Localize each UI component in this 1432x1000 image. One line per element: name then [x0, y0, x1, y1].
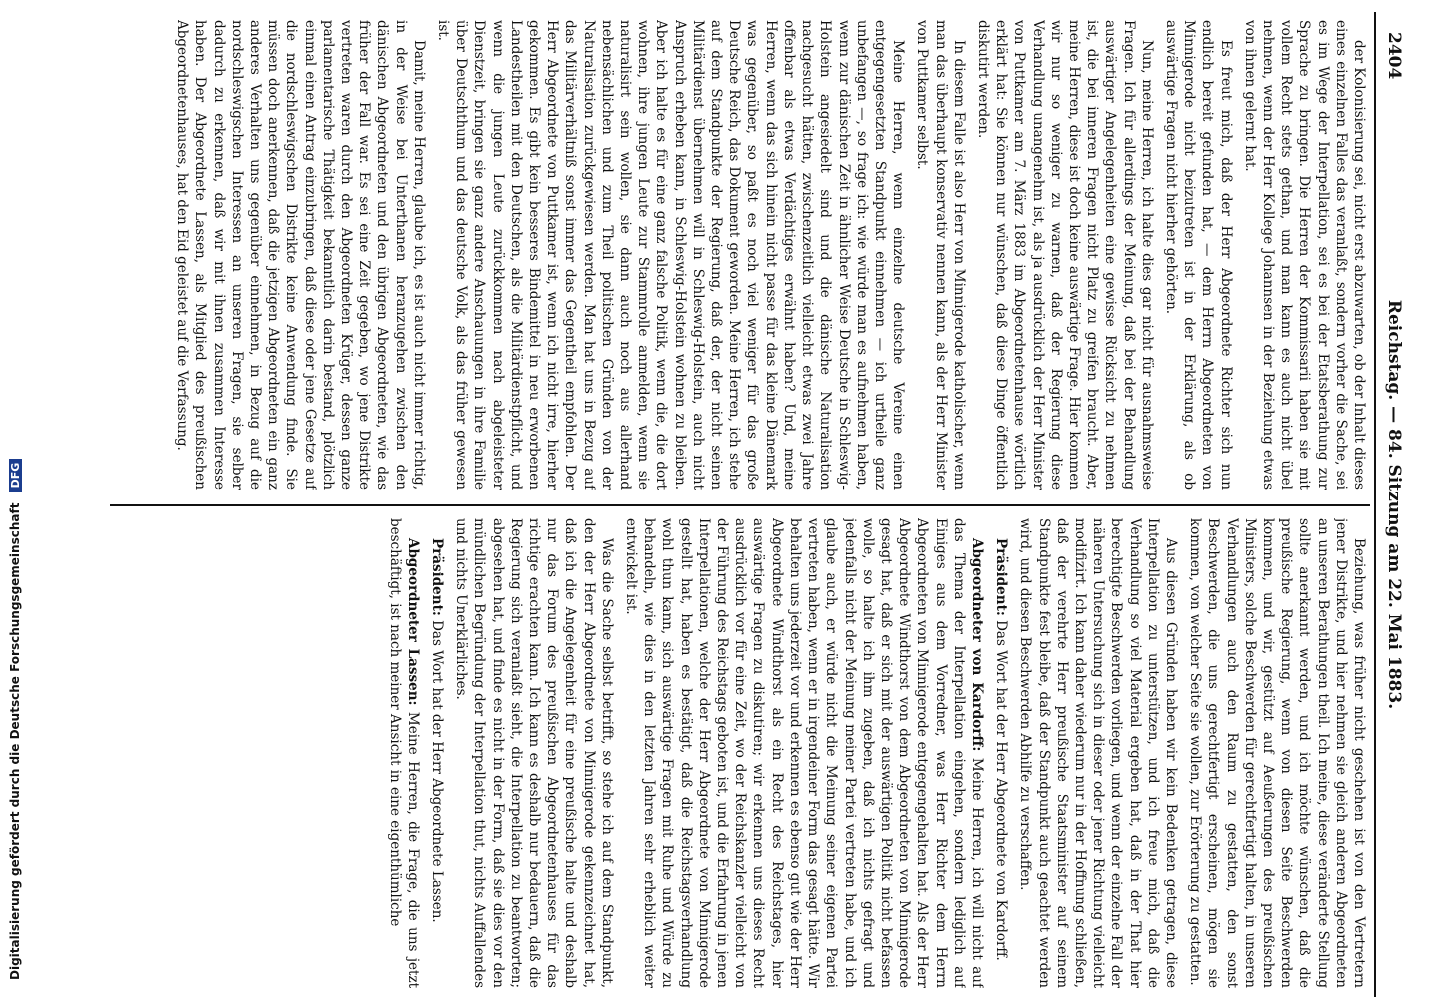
paragraph: In diesem Falle ist also Herr von Minnigerode katholischer, wenn man das überhaupt konservativ nennen kann, als der Herr Minister von Puttkamer selbst. [914, 20, 967, 490]
paragraph: Abgeordneter von Kardorff: Meine Herren, ich will nicht auf das Thema der Interpellation eingehen, sondern lediglich auf Einiges aus dem Vorredner, was Herr Richter dem Herrn Abgeordneten von Minnigerode entgegengehalten hat. Als der Herr Abgeordnete Windthorst von dem Abgeordneten von Minnigerode gesagt hat, daß er sich mit der auswärtigen Politik nicht befassen wolle, so halte ich ihm zugeben, daß ich nichts gefragt und jedenfalls nicht der Meinung meiner Partei vertreten habe, und ich glaube auch, er würde nicht die Meinung seiner eigenen Partei vertreten haben, wenn er in irgendeiner Form das gesagt hätte. Wir behalten uns jederzeit vor und erkennen es ebenso gut wie der Herr Abgeordnete Windthorst als ein Recht des Reichstages, hier auswärtige Fragen zu diskutiren; wir erkennen uns dieses Recht ausdrücklich vor für eine Zeit, wo der Reichskanzler vielleicht von der Führung des Reichstags geboten ist, und die Erfahrung in jenen Interpellationen, welche der Herr Abgeordnete von Minnigerode gestellt hat, haben es bestätigt, daß die Reichstagsverhandlung wohl thun kann, sich auswärtige Fragen mit Ruhe und Würde zu behandeln, wie dies in den letzten Jahren sehr erheblich weiter entwickelt ist. [623, 518, 985, 988]
header-rule [1374, 12, 1376, 997]
digitization-credit [8, 0, 22, 980]
page-header [1370, 12, 1410, 997]
paragraph: Aus diesen Gründen haben wir kein Bedenken getragen, diese Interpellation zu unterstützen, und ich freue mich, daß die Verhandlung so viel Material ergeben hat, daß in der That hier berechtigte Beschwerden vorliegen, und wenn der einzelne Fall der näheren Untersuchung sich in dieser oder jener Richtung vielleicht modifizirt. Ich kann daher wiederum nur in der Hoffnung schließen, daß der verehrte Herr preußische Staatsminister auf seinem Standpunkte fest bleibe, daß der Standpunkt auch geachtet werden wird, und diesen Beschwerden Abhilfe zu verschaffen. [1017, 518, 1179, 988]
paragraph: Nun, meine Herren, ich halte dies gar nicht für ausnahmsweise Fragen. Ich für allerdings der Meinung, daß bei der Behandlung auswärtiger Angelegenheiten eine gewisse Rücksicht zu nehmen ist, die bei inneren Fragen nicht Platz zu greifen braucht. Aber, meine Herren, diese ist doch keine auswärtige Frage. Hier kommen wir nur so weniger zu warnen, daß der Regierung diese Verhandlung unangenehm ist, als ja ausdrücklich der Herr Minister von Puttkamer am 7. März 1883 im Abgeordnetenhause wörtlich erklärt hat: Sie können nur wünschen, daß diese Dinge öffentlich diskutirt werden. [974, 20, 1155, 490]
paragraph: der Kolonisierung sei, nicht erst abzuwarten, ob der Inhalt dieses eines einzelnen Falles das veranlaßt, sondern vorher die Sache, sei es im Wege der Interpellation, sei es bei der Etatsberathung zur Sprache zu bringen. Die Herren der Kommissarii haben sie mit vollem Recht stets gethan, und man kann es auch nicht übel nehmen, wenn der Herr Kollege Johannsen in der Beziehung etwas von ihnen gelernt hat. [1241, 20, 1367, 490]
paragraph: Beziehung, was früher nicht geschehen ist von den Vertretern jener Distrikte, und hier nehmen sie gleich anderen Abgeordneten an unseren Berathungen theil. Ich meine, diese veränderte Stellung sollte anerkannt werden, und ich möchte wünschen, daß die preußische Regierung, wenn von diesen Seite Beschwerden kommen, und wir, gestützt auf Aeußerungen des preußischen Ministers, solche Beschwerden für gerechtfertigt halten, in unseren Verhandlungen auch den Raum zu gestatten, den sonst Beschwerden, die uns gerechtfertigt erscheinen, mögen sie kommen, von welcher Seite sie wollen, zur Erörterung zu gestatten. [1187, 518, 1367, 988]
column-divider [110, 504, 1370, 506]
speaker-president: Präsident: [993, 538, 1010, 616]
paragraph: Was die Sache selbst betrifft, so stehe ich auf dem Standpunkt, den der Herr Abgeordnete von Minnigerode gekennzeichnet hat, daß ich die Angelegenheit für eine preußische halte und deshalb nur das Forum des preußischen Abgeordnetenhauses für das richtige erachten kann. Ich kann es deshalb nur bedauern, daß die Regierung sich veranlaßt sieht, die Interpellation zu beantworten; abgesehen hat, und finde es nicht in der Form, daß sie dies vor den mündlichen Begründung der Interpellation thut, nichts Auffallendes und nichts Unerklärliches. [453, 518, 615, 988]
paragraph: Abgeordneter Lassen: Meine Herren, die Frage, die uns jetzt beschäftigt, ist nach meiner Ansicht in eine eigenthümliche [386, 518, 421, 988]
paragraph: Meine Herren, wenn einzelne deutsche Vereine einen entgegengesetzten Standpunkt einnehmen — ich urtheile ganz unbefangen —, so frage ich: wie würde man es aufnehmen haben, wenn zur dänischen Zeit in ähnlicher Weise Deutsche in Schleswig-Holstein angesiedelt sind und die dänische Naturalisation nachgesucht hätten, zwischenzeitlich vielleicht etwas zwei Jahre offenbar als etwas Verdächtiges erwähnt haben? Und, meine Herren, wenn das sich hinein nicht passe für das kleine Dänemark was gegenüber, so paßt es noch viel weniger für das große Deutsche Reich, das Dokument geworden. Meine Herren, ich stehe auf dem Standpunkte der Regierung, daß der, der nicht seinen Militärdienst übernehmen will in Schleswig-Holstein, auch nicht Anspruch erheben kann, in Schleswig-Holstein wohnen zu bleiben. Aber ich halte es für eine ganz falsche Politik, wenn die, die dort wohnen, ihre jungen Leute zur Stammrolle anmelden, wenn sie naturalisirt sein wollen, sie dann auch noch aus allerhand nebensächlichen und zum Theil politischen Gründen von der Naturalisation zurückgewiesen werden. Man hat uns in Bezug auf das Militärverhältniß sonst immer das Gegentheil empfohlen. Der Herr Abgeordnete von Puttkamer ist, wenn ich nicht irre, hierher gekommen. Es gibt kein besseres Bindemittel in neu erworbenen Landestheilen mit den Deutschen, als die Militärdienstpflicht, und wenn die jungen Leute zurückkommen nach abgeleisteter Dienstzeit, bringen sie ganz andere Anschauungen in ihre Familie über Deutschthum und das deutsche Volk, als das früher gewesen ist. [435, 20, 907, 490]
credit-text: Digitalisierung gefördert durch die Deutsche Forschungsgemeinschaft [8, 502, 22, 980]
page-title: Reichstag. — 84. Sitzung am 22. Mai 1883. [1384, 299, 1404, 710]
speaker-president: Präsident: [429, 538, 446, 616]
paragraph: Es freut mich, daß der Herr Abgeordnete Richter sich nun endlich bereit gefunden hat, — dem Herrn Abgeordneten von Minnigerode nicht beizutreten ist in der Erklärung, als ob auswärtige Fragen nicht hierher gehörten. [1162, 20, 1234, 490]
left-column [128, 20, 1368, 490]
paragraph: Präsident: Das Wort hat der Herr Abgeordnete Lassen. [429, 538, 446, 923]
speaker-name: Abgeordneter Lassen: [404, 538, 421, 706]
newspaper-page [110, 12, 1410, 997]
page-number: 2404 [1384, 32, 1404, 80]
dfg-logo: DFG [9, 459, 22, 493]
right-column [128, 518, 1368, 988]
paragraph: Damit, meine Herren, glaube ich, es ist auch nicht immer richtig, in der Weise bei Unterthanen heranzugehen zwischen den dänischen Abgeordneten und den übrigen Abgeordneten, wie das früher der Fall war. Es sei eine Zeit gegeben, wo jene Distrikte vertreten waren durch den Abgeordneten Krüger, dessen ganze parlamentarische Thätigkeit bekanntlich darin bestand, plötzlich einmal einen Antrag einzubringen, daß diese oder jene Gesetze auf die nordschleswigschen Distrikte keine Anwendung finde. Sie müssen doch anerkennen, daß die jetzigen Abgeordneten ein ganz anderes Verhalten uns gegenüber einnehmen, in Bezug auf die nordschleswigschen Interessen an unseren Fragen, sie selber dadurch zu erkennen, daß wir mit ihnen zusammen Interesse haben. Der Abgeordnete Lassen, als Mitglied des preußischen Abgeordnetenhauses, hat den Eid geleistet auf die Verfassung. [174, 20, 427, 490]
paragraph: Präsident: Das Wort hat der Herr Abgeordnete von Kardorff. [993, 538, 1010, 961]
speaker-name: Abgeordneter von Kardorff: [968, 538, 985, 752]
